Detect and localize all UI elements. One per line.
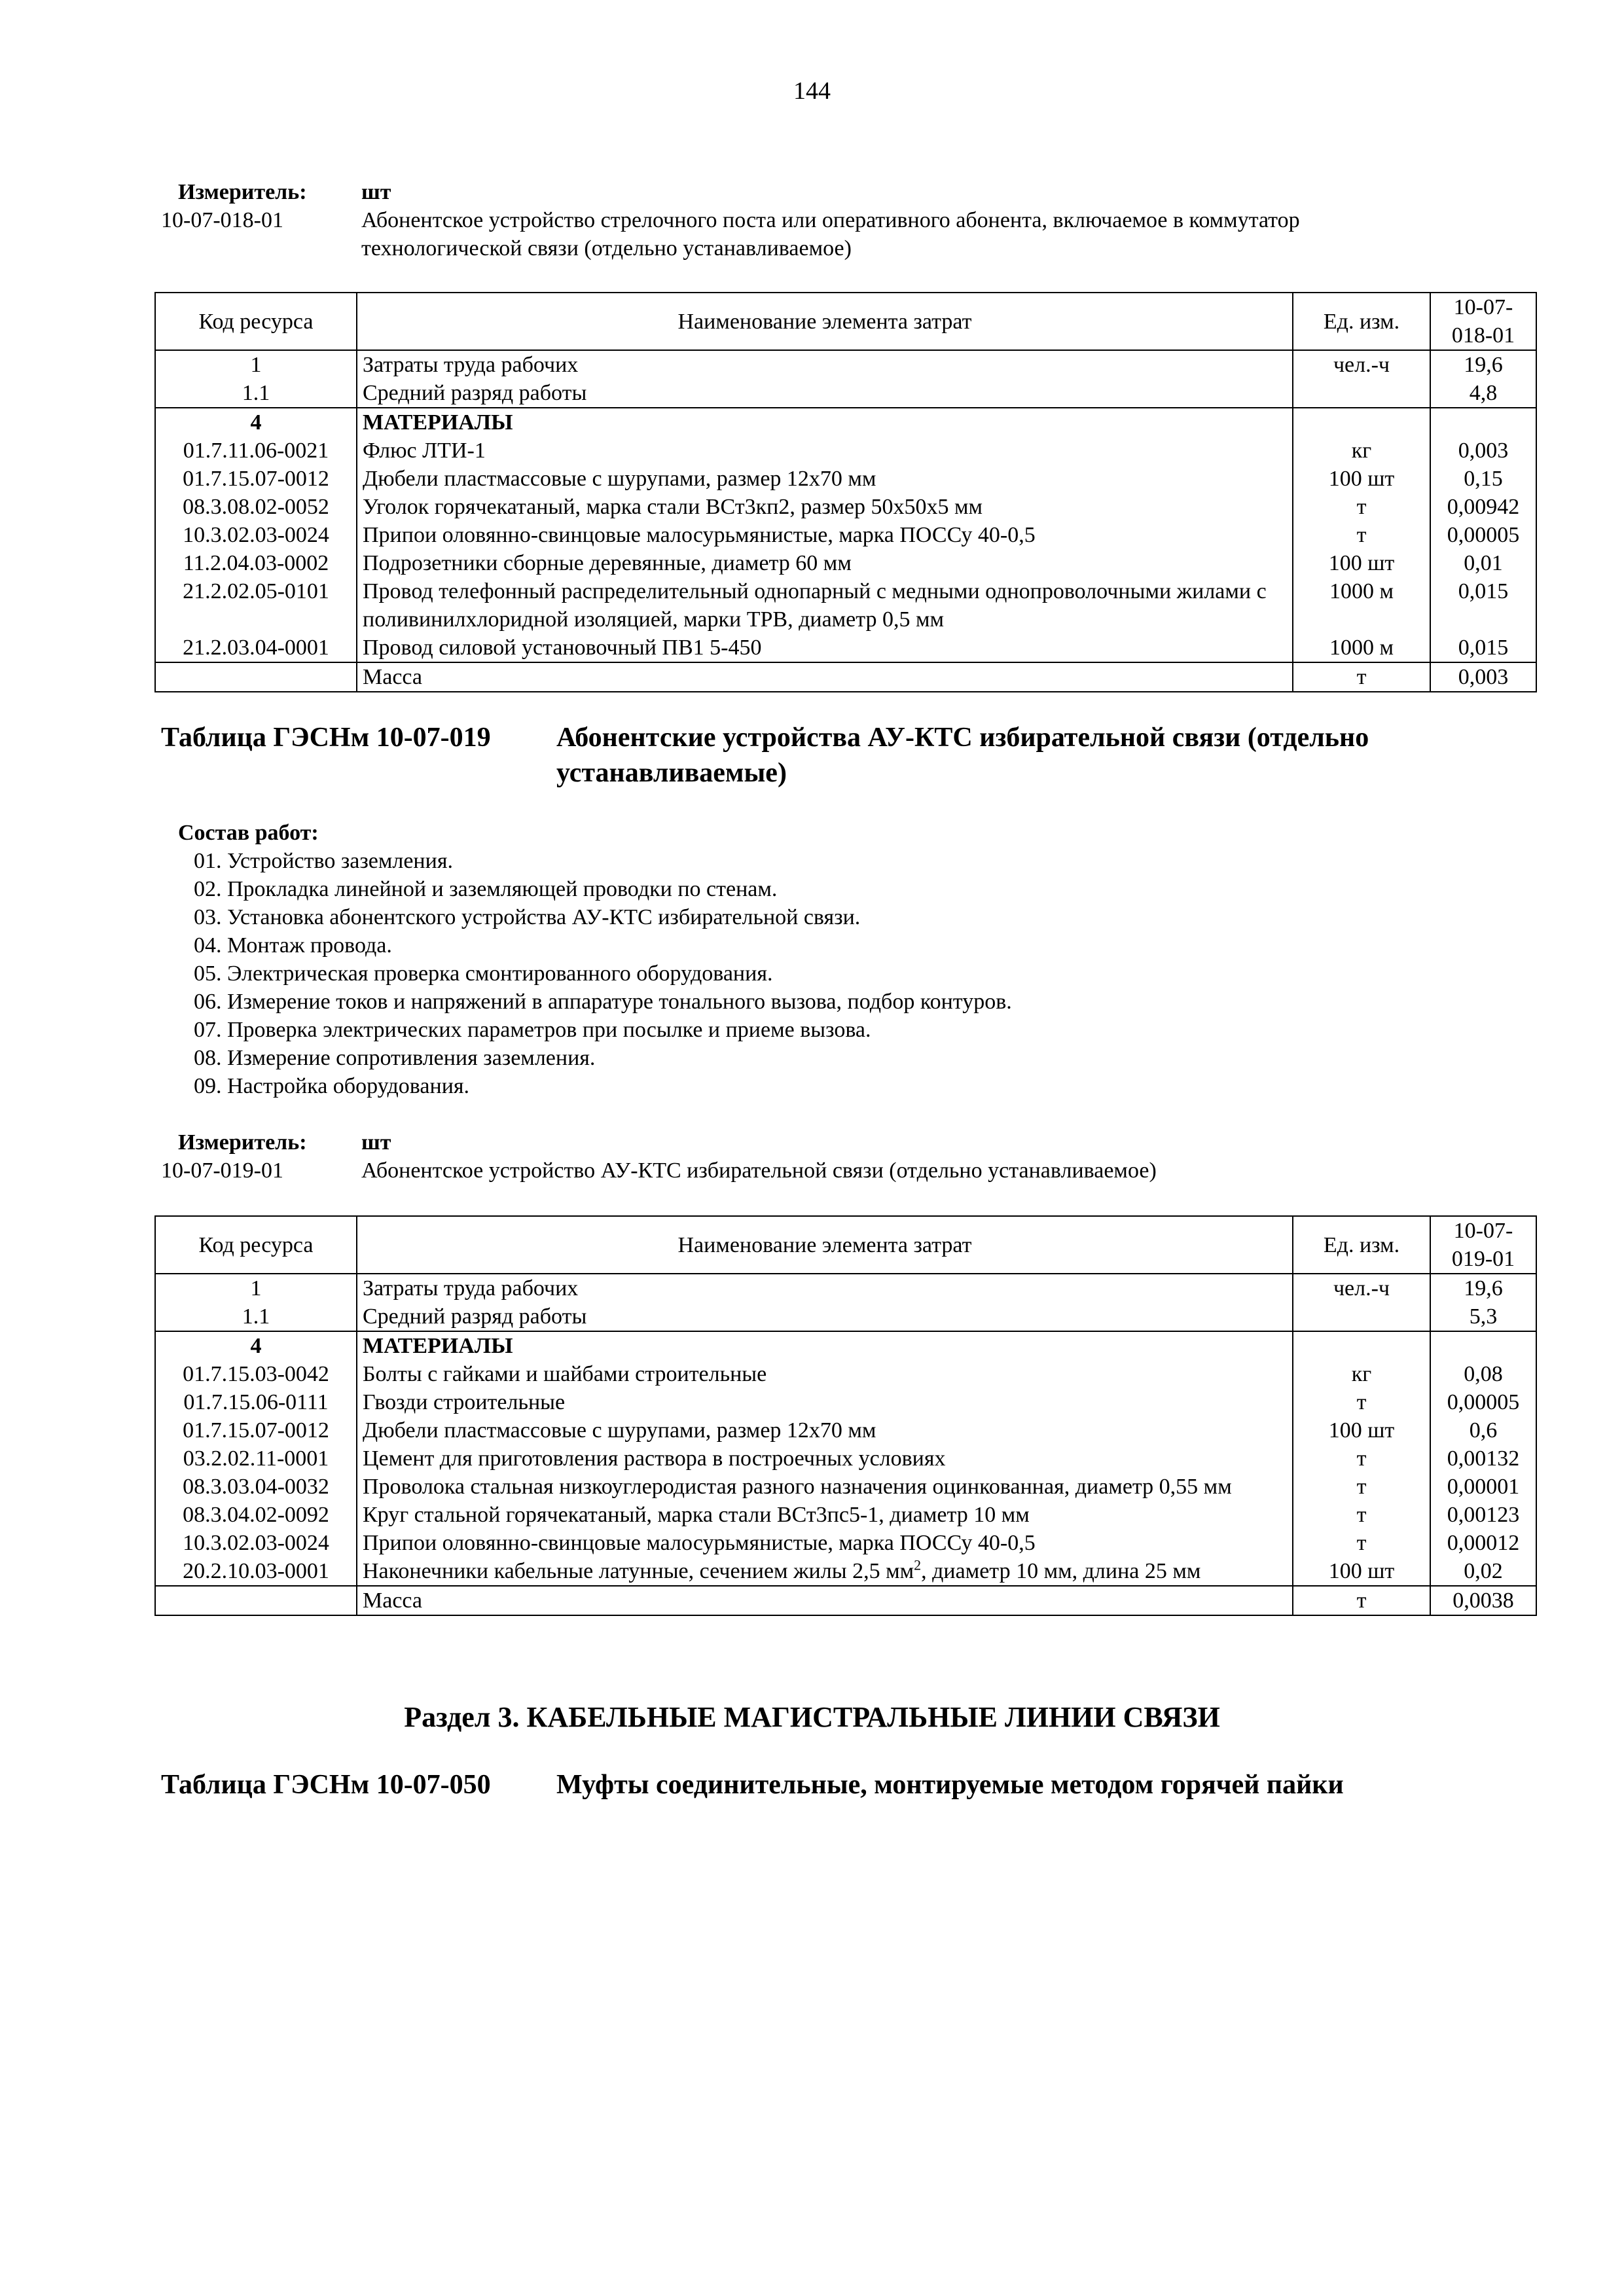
table-row: 08.3.04.02-0092 Круг стальной горячекатаный, марка стали ВСт3пс5-1, диаметр 10 мм т 0,00123 xyxy=(155,1501,1536,1529)
header-unit: Ед. изм. xyxy=(1293,293,1430,350)
list-item: 08. Измерение сопротивления заземления. xyxy=(194,1046,596,1070)
list-item: 06. Измерение токов и напряжений в аппаратуре тонального вызова, подбор контуров. xyxy=(194,990,1012,1014)
norm-description: Абонентское устройство АУ-КТС избирательной связи (отдельно устанавливаемое) xyxy=(361,1158,1157,1183)
table-row: 01.7.15.07-0012 Дюбели пластмассовые с шурупами, размер 12х70 мм 100 шт 0,6 xyxy=(155,1416,1536,1444)
mass-row: Масса т 0,0038 xyxy=(155,1586,1536,1615)
list-item: 01. Устройство заземления. xyxy=(194,849,453,873)
table-row: 01.7.15.07-0012 Дюбели пластмассовые с шурупами, размер 12х70 мм 100 шт 0,15 xyxy=(155,465,1536,493)
norm-description-line1: Абонентское устройство стрелочного поста или оперативного абонента, включаемое в коммутатор xyxy=(361,208,1300,232)
table-row: 11.2.04.03-0002 Подрозетники сборные деревянные, диаметр 60 мм 100 шт 0,01 xyxy=(155,549,1536,577)
table-row: 01.7.11.06-0021 Флюс ЛТИ-1 кг 0,003 xyxy=(155,437,1536,465)
list-item: 09. Настройка оборудования. xyxy=(194,1074,470,1098)
list-item: 05. Электрическая проверка смонтированного оборудования. xyxy=(194,961,773,986)
works-heading: Состав работ: xyxy=(178,821,319,845)
table-title-text: Муфты соединительные, монтируемые методом горячей пайки xyxy=(556,1770,1344,1800)
page-number: 144 xyxy=(793,77,831,105)
header-code: Код ресурса xyxy=(155,293,357,350)
header-norm: 10-07- 018-01 xyxy=(1430,293,1536,350)
table-row: 4 МАТЕРИАЛЫ xyxy=(155,1331,1536,1360)
table-row: 1.1 Средний разряд работы 4,8 xyxy=(155,379,1536,408)
measure-label: Измеритель: xyxy=(178,1130,307,1155)
header-code: Код ресурса xyxy=(155,1216,357,1274)
table-row: 1.1 Средний разряд работы 5,3 xyxy=(155,1302,1536,1331)
norm-description-line2: технологической связи (отдельно устанавливаемое) xyxy=(361,236,852,260)
mass-row: Масса т 0,003 xyxy=(155,662,1536,692)
table-row: 10.3.02.03-0024 Припои оловянно-свинцовые малосурьмянистые, марка ПОССу 40-0,5 т 0,00012 xyxy=(155,1529,1536,1557)
table-row: 08.3.03.04-0032 Проволока стальная низкоуглеродистая разного назначения оцинкованная, диаметр 0,55 мм т 0,00001 xyxy=(155,1473,1536,1501)
measure-label: Измеритель: xyxy=(178,180,307,204)
header-norm: 10-07- 019-01 xyxy=(1430,1216,1536,1274)
table-row: 21.2.03.04-0001 Провод силовой установочный ПВ1 5-450 1000 м 0,015 xyxy=(155,634,1536,662)
header-name: Наименование элемента затрат xyxy=(357,293,1293,350)
measure-unit: шт xyxy=(361,1130,391,1155)
table-row: 1 Затраты труда рабочих чел.-ч 19,6 xyxy=(155,1274,1536,1302)
table-row: 03.2.02.11-0001 Цемент для приготовления раствора в построечных условиях т 0,00132 xyxy=(155,1444,1536,1473)
header-name: Наименование элемента затрат xyxy=(357,1216,1293,1274)
table-row: 4 МАТЕРИАЛЫ xyxy=(155,408,1536,437)
resource-table-2 xyxy=(154,1215,1537,1616)
list-item: 04. Монтаж провода. xyxy=(194,933,392,958)
measure-unit: шт xyxy=(361,180,391,204)
table-row: 21.2.02.05-0101 Провод телефонный распределительный однопарный с медными однопроволочными жилами с поливинилхлоридной изоляцией, марки ТРВ, диаметр 0,5 мм 1000 м 0,015 xyxy=(155,577,1536,634)
list-item: 03. Установка абонентского устройства АУ-КТС избирательной связи. xyxy=(194,905,861,929)
table-title-line2: устанавливаемые) xyxy=(556,758,787,788)
norm-code: 10-07-019-01 xyxy=(161,1158,283,1183)
table-title-label: Таблица ГЭСНм 10-07-050 xyxy=(161,1770,491,1800)
section-title: Раздел 3. КАБЕЛЬНЫЕ МАГИСТРАЛЬНЫЕ ЛИНИИ СВЯЗИ xyxy=(404,1701,1220,1733)
resource-table-1 xyxy=(154,292,1537,692)
list-item: 07. Проверка электрических параметров при посылке и приеме вызова. xyxy=(194,1018,871,1042)
norm-code: 10-07-018-01 xyxy=(161,208,283,232)
table-row: 20.2.10.03-0001 Наконечники кабельные латунные, сечением жилы 2,5 $мм^2$, диаметр 10 мм, длина 25 мм 100 шт 0,02 xyxy=(155,1557,1536,1586)
table-row: 10.3.02.03-0024 Припои оловянно-свинцовые малосурьмянистые, марка ПОССу 40-0,5 т 0,00005 xyxy=(155,521,1536,549)
works-list xyxy=(194,847,1012,1100)
table-title-line1: Абонентские устройства АУ-КТС избирательной связи (отдельно xyxy=(556,723,1369,753)
table-row: 1 Затраты труда рабочих чел.-ч 19,6 xyxy=(155,350,1536,379)
list-item: 02. Прокладка линейной и заземляющей проводки по стенам. xyxy=(194,877,778,901)
table-row: 01.7.15.03-0042 Болты с гайками и шайбами строительные кг 0,08 xyxy=(155,1360,1536,1388)
table-row: 08.3.08.02-0052 Уголок горячекатаный, марка стали ВСт3кп2, размер 50х50х5 мм т 0,00942 xyxy=(155,493,1536,521)
table-title-label: Таблица ГЭСНм 10-07-019 xyxy=(161,723,491,753)
header-unit: Ед. изм. xyxy=(1293,1216,1430,1274)
table-row: 01.7.15.06-0111 Гвозди строительные т 0,00005 xyxy=(155,1388,1536,1416)
